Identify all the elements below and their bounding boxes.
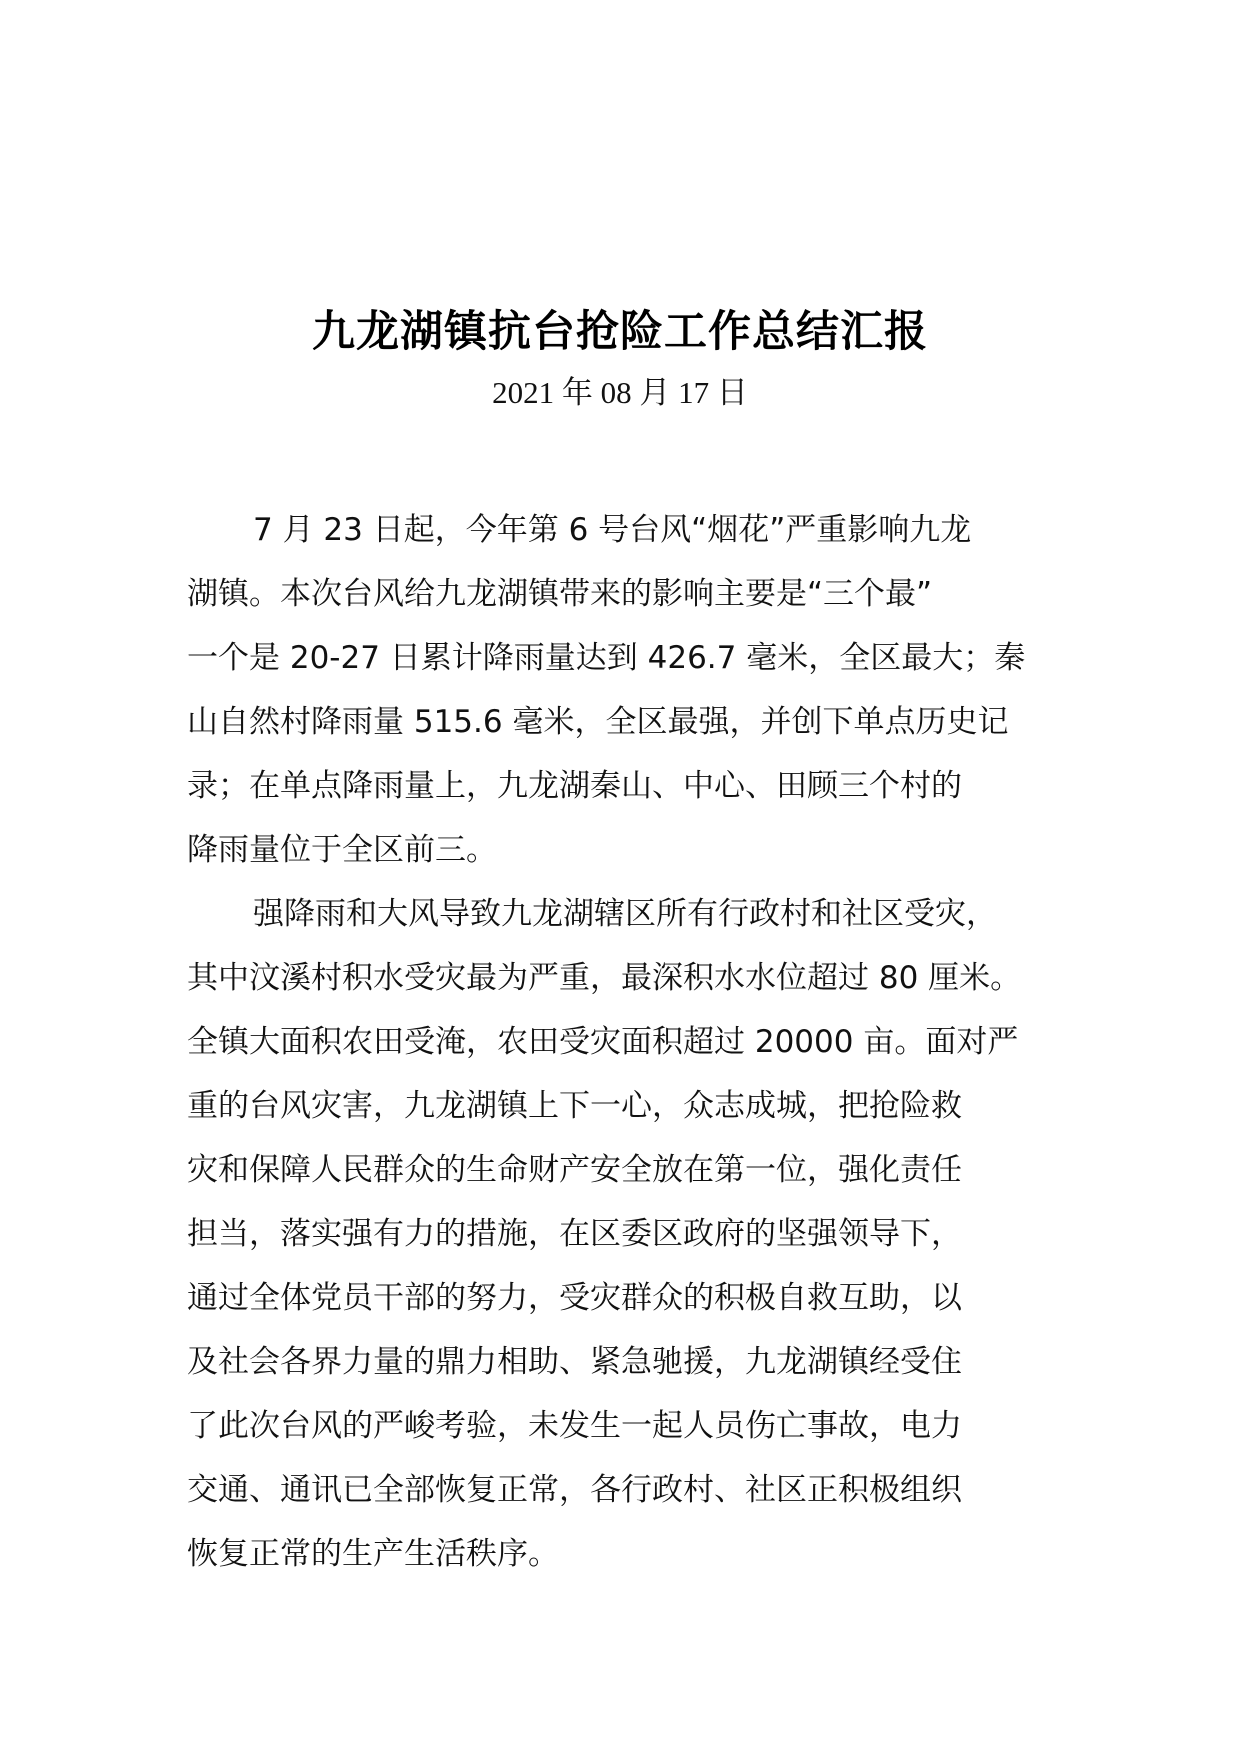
document-title: 九龙湖镇抗台抢险工作总结汇报 (312, 307, 928, 357)
paragraph-line: 其中汶溪村积水受灾最为严重，最深积水水位超过 80 厘米。 (187, 960, 1022, 996)
paragraph-2 (187, 882, 1067, 1586)
paragraph-line: 7 月 23 日起，今年第 6 号台风“烟花”严重影响九龙 (253, 512, 972, 548)
paragraph-line: 录；在单点降雨量上，九龙湖秦山、中心、田顾三个村的 (187, 768, 962, 804)
paragraph-line: 全镇大面积农田受淹，农田受灾面积超过 20000 亩。面对严 (187, 1024, 1019, 1060)
paragraph-line: 重的台风灾害，九龙湖镇上下一心，众志成城，把抢险救 (187, 1088, 962, 1124)
paragraph-line: 恢复正常的生产生活秩序。 (187, 1536, 559, 1572)
paragraph-line: 交通、通讯已全部恢复正常，各行政村、社区正积极组织 (187, 1472, 962, 1508)
paragraph-line: 降雨量位于全区前三。 (187, 832, 497, 868)
document-date: 2021 年 08 月 17 日 (492, 375, 748, 410)
paragraph-line: 一个是 20-27 日累计降雨量达到 426.7 毫米，全区最大；秦 (187, 640, 1026, 676)
paragraph-line: 灾和保障人民群众的生命财产安全放在第一位，强化责任 (187, 1152, 962, 1188)
paragraph-line: 担当，落实强有力的措施，在区委区政府的坚强领导下， (187, 1216, 962, 1252)
paragraph-line: 通过全体党员干部的努力，受灾群众的积极自救互助，以 (187, 1280, 962, 1316)
paragraph-line: 强降雨和大风导致九龙湖辖区所有行政村和社区受灾， (253, 896, 997, 932)
paragraph-line: 了此次台风的严峻考验，未发生一起人员伤亡事故，电力 (187, 1408, 962, 1444)
paragraph-line: 及社会各界力量的鼎力相助、紧急驰援，九龙湖镇经受住 (187, 1344, 962, 1380)
paragraph-line: 山自然村降雨量 515.6 毫米，全区最强，并创下单点历史记 (187, 704, 1009, 740)
paragraph-line: 湖镇。本次台风给九龙湖镇带来的影响主要是“三个最” (187, 576, 933, 612)
document-body (187, 498, 1067, 1586)
paragraph-1 (187, 498, 1067, 882)
